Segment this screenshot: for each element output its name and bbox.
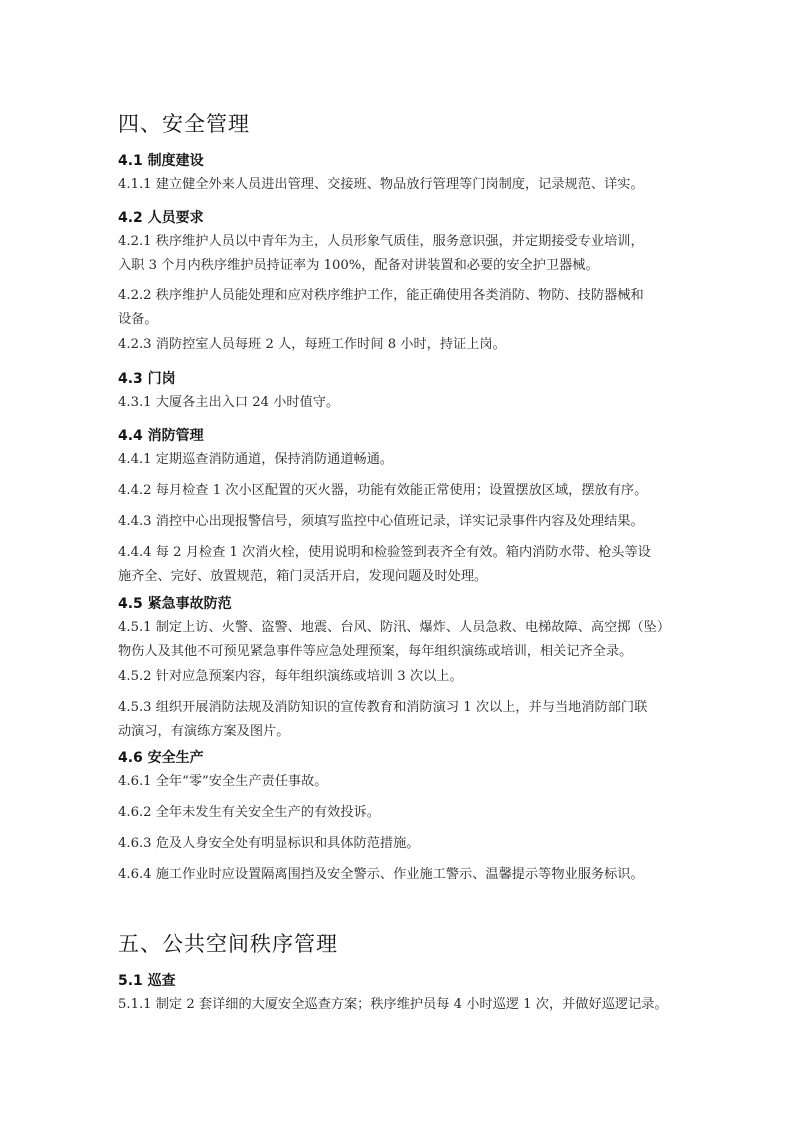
section-heading: 4.1 制度建设 (118, 153, 204, 169)
paragraph-line: 物伤人及其他不可预见紧急事件等应急处理预案，每年组织演练或培训，相关记齐全录。 (118, 644, 633, 659)
section-heading: 4.2 人员要求 (118, 210, 204, 226)
paragraph (118, 616, 688, 664)
paragraph (118, 284, 688, 332)
paragraph-line: 4.3.1 大厦各主出入口 24 小时值守。 (118, 395, 340, 410)
paragraph-line: 4.6.3 危及人身安全处有明显标识和具体防范措施。 (118, 836, 420, 851)
paragraph (118, 230, 688, 278)
paragraph-line: 动演习，有演练方案及图片。 (118, 724, 290, 739)
section-heading: 4.5 紧急事故防范 (118, 596, 232, 612)
paragraph-line: 4.4.3 消控中心出现报警信号，须填写监控中心值班记录，详实记录事件内容及处理结果。 (118, 514, 644, 529)
paragraph-line: 4.2.1 秩序维护人员以中青年为主，人员形象气质佳，服务意识强，并定期接受专业培训， (118, 234, 644, 249)
section-heading: 4.4 消防管理 (118, 428, 204, 444)
paragraph (118, 391, 688, 415)
paragraph-line: 4.2.2 秩序维护人员能处理和应对秩序维护工作，能正确使用各类消防、物防、技防器械和 (118, 288, 644, 303)
paragraph-line: 4.5.1 制定上访、火警、盗警、地震、台风、防汛、爆炸、人员急救、电梯故障、高空掷（坠） (118, 620, 671, 635)
paragraph (118, 801, 688, 825)
paragraph-line: 4.4.4 每 2 月检查 1 次消火栓，使用说明和检验签到表齐全有效。箱内消防水带、枪头等设 (118, 545, 651, 560)
paragraph (118, 541, 688, 589)
section-heading: 4.3 门岗 (118, 371, 176, 387)
paragraph (118, 448, 688, 472)
paragraph (118, 665, 688, 689)
paragraph (118, 993, 688, 1017)
paragraph (118, 770, 688, 794)
paragraph (118, 479, 688, 503)
paragraph-line: 施齐全、完好、放置规范，箱门灵活开启，发现问题及时处理。 (118, 569, 488, 584)
paragraph (118, 696, 688, 744)
paragraph-line: 入职 3 个月内秩序维护员持证率为 100%，配备对讲装置和必要的安全护卫器械。 (118, 258, 599, 273)
paragraph-line: 4.6.1 全年“零”安全生产责任事故。 (118, 774, 328, 789)
paragraph (118, 510, 688, 534)
paragraph-line: 设备。 (118, 312, 158, 327)
paragraph (118, 863, 688, 887)
paragraph (118, 333, 688, 357)
paragraph-line: 5.1.1 制定 2 套详细的大厦安全巡查方案；秩序维护员每 4 小时巡逻 1 次，并做好巡逻记录。 (118, 997, 668, 1012)
paragraph (118, 832, 688, 856)
paragraph-line: 4.4.1 定期巡查消防通道，保持消防通道畅通。 (118, 452, 394, 467)
paragraph-line: 4.4.2 每月检查 1 次小区配置的灭火器，功能有效能正常使用；设置摆放区域，摆放有序。 (118, 483, 648, 498)
chapter-title: 五、公共空间秩序管理 (118, 932, 338, 956)
paragraph-line: 4.5.2 针对应急预案内容，每年组织演练或培训 3 次以上。 (118, 669, 463, 684)
paragraph (118, 173, 688, 197)
section-heading: 4.6 安全生产 (118, 750, 204, 766)
section-heading: 5.1 巡查 (118, 973, 176, 989)
paragraph-line: 4.1.1 建立健全外来人员进出管理、交接班、物品放行管理等门岗制度，记录规范、详实。 (118, 177, 644, 192)
chapter-title: 四、安全管理 (118, 112, 250, 136)
paragraph-line: 4.6.4 施工作业时应设置隔离围挡及安全警示、作业施工警示、温馨提示等物业服务标识。 (118, 867, 644, 882)
paragraph-line: 4.2.3 消防控室人员每班 2 人，每班工作时间 8 小时，持证上岗。 (118, 337, 506, 352)
paragraph-line: 4.5.3 组织开展消防法规及消防知识的宣传教育和消防演习 1 次以上，并与当地消防部门联 (118, 700, 648, 715)
paragraph-line: 4.6.2 全年未发生有关安全生产的有效投诉。 (118, 805, 380, 820)
